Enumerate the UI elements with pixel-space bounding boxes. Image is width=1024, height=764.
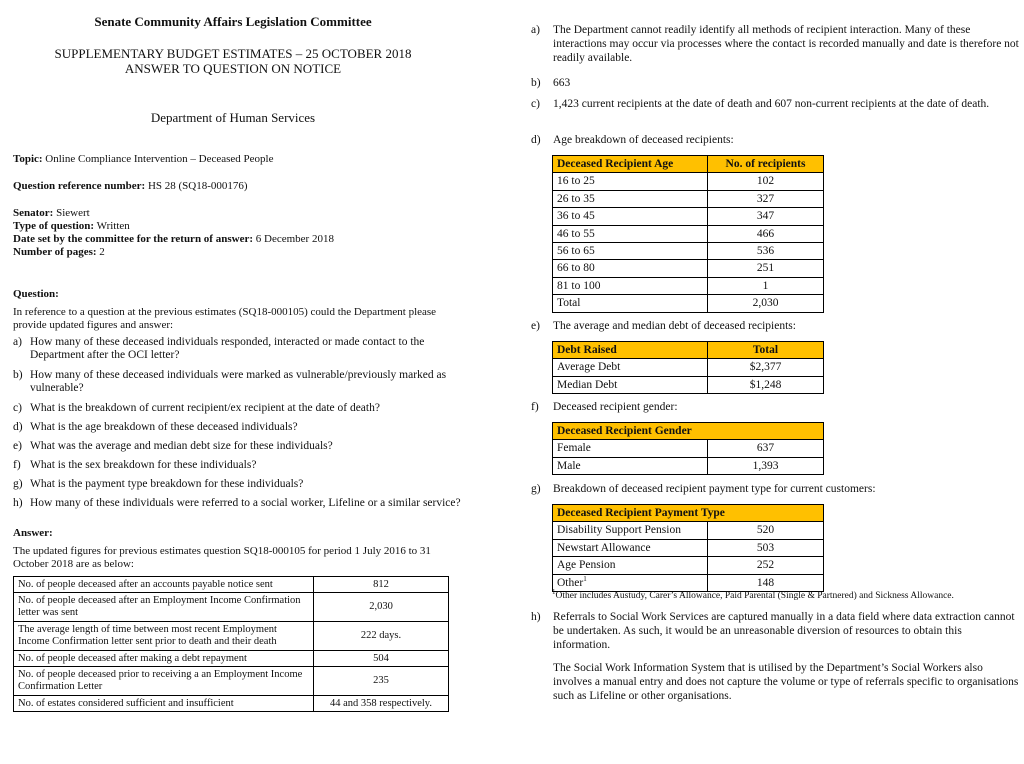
recipient-count: 327 xyxy=(708,190,824,207)
age-range: 56 to 65 xyxy=(553,242,708,259)
figure-value: 222 days. xyxy=(314,622,449,651)
debt-value: $1,248 xyxy=(708,376,824,393)
question-text: What is the sex breakdown for these individuals? xyxy=(30,459,257,471)
gender-label: Female xyxy=(553,440,708,457)
question-text: What is the payment type breakdown for these individuals? xyxy=(30,478,304,490)
table-row xyxy=(553,539,824,556)
answer-text: Age breakdown of deceased recipients: xyxy=(553,134,734,146)
figure-label: No. of people deceased after making a debt repayment xyxy=(14,651,314,667)
figure-label: No. of people deceased after an Employment Income Confirmation letter was sent xyxy=(14,593,314,622)
table-row xyxy=(553,557,824,574)
table-row xyxy=(14,577,449,593)
question-text: What is the breakdown of current recipient/ex recipient at the date of death? xyxy=(30,402,380,414)
gender-label: Male xyxy=(553,457,708,474)
answer-letter: c) xyxy=(531,98,540,110)
senator-line xyxy=(13,207,90,221)
pages-label: Number of pages: xyxy=(13,246,97,258)
table-row xyxy=(553,295,824,312)
figure-value: 504 xyxy=(314,651,449,667)
footnote-mark: 1 xyxy=(552,587,556,596)
table-row xyxy=(553,190,824,207)
table-row xyxy=(14,622,449,651)
question-item xyxy=(13,459,483,472)
answer-item-f xyxy=(531,401,1021,415)
age-range: 36 to 45 xyxy=(553,208,708,225)
table-row xyxy=(553,574,824,591)
payment-label: Disability Support Pension xyxy=(553,522,708,539)
answer-text: Breakdown of deceased recipient payment type for current customers: xyxy=(553,483,876,495)
table-header: Deceased Recipient Gender xyxy=(553,423,824,440)
answer-letter: d) xyxy=(531,134,541,146)
gender-count: 1,393 xyxy=(708,457,824,474)
answer-letter: e) xyxy=(531,320,540,332)
answer-text: The average and median debt of deceased recipients: xyxy=(553,320,796,332)
debt-label: Average Debt xyxy=(553,359,708,376)
question-item xyxy=(13,336,483,362)
answer-letter: f) xyxy=(531,401,539,413)
type-value: Written xyxy=(94,220,130,232)
question-letter: a) xyxy=(13,336,22,348)
pages-value: 2 xyxy=(96,246,105,258)
payment-label: Age Pension xyxy=(553,557,708,574)
table-header: Debt Raised xyxy=(553,342,708,359)
figure-value: 812 xyxy=(314,577,449,593)
age-range: 81 to 100 xyxy=(553,277,708,294)
question-item xyxy=(13,421,483,434)
table-row xyxy=(553,225,824,242)
figure-value: 235 xyxy=(314,667,449,696)
question-letter: e) xyxy=(13,440,22,452)
answer-text: The Social Work Information System that is utilised by the Department’s Social Workers also involves a manual entry and does not capture the volume or type of referrals specific to organisations such as Lifeline or other organisations. xyxy=(553,662,1019,702)
topic-line xyxy=(13,153,273,167)
answer-letter: h) xyxy=(531,611,541,623)
question-text: What was the average and median debt size for these individuals? xyxy=(30,440,333,452)
qref-label: Question reference number: xyxy=(13,180,146,192)
payment-count: 252 xyxy=(708,557,824,574)
table-row xyxy=(553,457,824,474)
table-header-row xyxy=(553,423,824,440)
table-row xyxy=(553,208,824,225)
date-label: Date set by the committee for the return of answer: xyxy=(13,233,253,245)
answer-item-a xyxy=(531,24,1021,65)
table-row xyxy=(553,359,824,376)
age-range: 46 to 55 xyxy=(553,225,708,242)
payment-label-other xyxy=(553,574,708,591)
debt-label: Median Debt xyxy=(553,376,708,393)
table-row xyxy=(553,242,824,259)
answer-letter: b) xyxy=(531,77,541,89)
table-row xyxy=(553,260,824,277)
debt-value: $2,377 xyxy=(708,359,824,376)
payment-count: 148 xyxy=(708,574,824,591)
table-header-row xyxy=(553,342,824,359)
subtitle-line-1: SUPPLEMENTARY BUDGET ESTIMATES – 25 OCTOBER 2018 xyxy=(54,46,412,61)
recipient-count: 466 xyxy=(708,225,824,242)
age-range: 66 to 80 xyxy=(553,260,708,277)
gender-count: 637 xyxy=(708,440,824,457)
question-item xyxy=(13,369,483,395)
table-row xyxy=(553,277,824,294)
question-letter: d) xyxy=(13,421,23,433)
debt-table xyxy=(552,341,824,394)
question-item xyxy=(13,478,483,491)
recipient-count: 536 xyxy=(708,242,824,259)
answer-item-c xyxy=(531,98,1021,112)
figure-value: 2,030 xyxy=(314,593,449,622)
senator-label: Senator: xyxy=(13,207,54,219)
figures-table xyxy=(13,576,449,712)
payment-type-table xyxy=(552,504,824,592)
topic-value: Online Compliance Intervention – Deceased People xyxy=(42,153,274,165)
qref-value: HS 28 (SQ18-000176) xyxy=(145,180,248,192)
answer-item-g xyxy=(531,483,1021,497)
question-letter: b) xyxy=(13,369,23,381)
question-letter: h) xyxy=(13,497,23,509)
question-letter: f) xyxy=(13,459,21,471)
answer-text: 1,423 current recipients at the date of death and 607 non-current recipients at the date of death. xyxy=(553,98,990,110)
table-row xyxy=(553,440,824,457)
figure-label: The average length of time between most recent Employment Income Confirmation letter sent prior to death and their death xyxy=(14,622,314,651)
figure-label: No. of people deceased prior to receiving a an Employment Income Confirmation Letter xyxy=(14,667,314,696)
answer-text: 663 xyxy=(553,77,571,89)
table-header: Deceased Recipient Payment Type xyxy=(553,505,824,522)
answer-letter: g) xyxy=(531,483,541,495)
recipient-count: 347 xyxy=(708,208,824,225)
committee-title: Senate Community Affairs Legislation Committee xyxy=(94,14,372,29)
figure-label: No. of people deceased after an accounts payable notice sent xyxy=(14,577,314,593)
date-value: 6 December 2018 xyxy=(253,233,334,245)
question-type-line xyxy=(13,220,130,234)
answer-item-h xyxy=(531,611,1021,652)
recipient-count: 2,030 xyxy=(708,295,824,312)
question-reference-line xyxy=(13,180,248,194)
footnote-text: Other includes Austudy, Carer’s Allowance, Paid Parental (Single & Partnered) and Sickness Allowance. xyxy=(555,591,954,601)
payment-label: Other xyxy=(557,576,584,589)
age-range: Total xyxy=(553,295,708,312)
type-label: Type of question: xyxy=(13,220,95,232)
table-row xyxy=(553,376,824,393)
senator-value: Siewert xyxy=(53,207,90,219)
answer-text: Deceased recipient gender: xyxy=(553,401,678,413)
table-row xyxy=(553,522,824,539)
table-row xyxy=(14,667,449,696)
subtitle-line-2: ANSWER TO QUESTION ON NOTICE xyxy=(124,60,342,76)
payment-count: 520 xyxy=(708,522,824,539)
table-header-row xyxy=(553,505,824,522)
question-item xyxy=(13,497,483,510)
document-subtitle xyxy=(13,47,453,77)
answer-heading: Answer: xyxy=(13,527,53,539)
question-text: What is the age breakdown of these deceased individuals? xyxy=(30,421,298,433)
answer-letter: a) xyxy=(531,24,540,36)
question-letter: g) xyxy=(13,478,23,490)
payment-label: Newstart Allowance xyxy=(553,539,708,556)
table-header: No. of recipients xyxy=(708,156,824,173)
age-range: 26 to 35 xyxy=(553,190,708,207)
age-breakdown-table xyxy=(552,155,824,313)
topic-label: Topic: xyxy=(13,153,43,165)
recipient-count: 1 xyxy=(708,277,824,294)
question-item xyxy=(13,402,483,415)
answer-text: Referrals to Social Work Services are captured manually in a data field where data extraction cannot be undertaken. As such, it would be an unreasonable diversion of resources to obtain this information. xyxy=(553,611,1015,651)
return-date-line xyxy=(13,233,334,247)
recipient-count: 102 xyxy=(708,173,824,190)
question-text: How many of these deceased individuals responded, interacted or made contact to the Department after the OCI letter? xyxy=(30,336,425,362)
recipient-count: 251 xyxy=(708,260,824,277)
pages-line xyxy=(13,246,105,260)
table-row xyxy=(14,593,449,622)
answer-item-h-continued xyxy=(531,662,1021,703)
payment-count: 503 xyxy=(708,539,824,556)
age-range: 16 to 25 xyxy=(553,173,708,190)
answer-item-b xyxy=(531,77,1021,91)
question-text: How many of these individuals were referred to a social worker, Lifeline or a similar service? xyxy=(30,497,461,509)
question-intro: In reference to a question at the previous estimates (SQ18-000105) could the Department please provide updated figures and answer: xyxy=(13,306,437,332)
figure-label: No. of estates considered sufficient and insufficient xyxy=(14,696,314,712)
question-item xyxy=(13,440,483,453)
table-header: Deceased Recipient Age xyxy=(553,156,708,173)
table-row xyxy=(553,173,824,190)
question-text: How many of these deceased individuals were marked as vulnerable/previously marked as vulnerable? xyxy=(30,369,447,395)
answer-intro: The updated figures for previous estimates question SQ18-000105 for period 1 July 2016 to 31 October 2018 are as below: xyxy=(13,545,431,571)
answer-item-d xyxy=(531,134,1021,148)
question-heading: Question: xyxy=(13,288,59,300)
gender-table xyxy=(552,422,824,475)
footnote-mark: 1 xyxy=(583,574,587,583)
footnote xyxy=(552,587,954,603)
table-row xyxy=(14,696,449,712)
table-row xyxy=(14,651,449,667)
answer-item-e xyxy=(531,320,1021,334)
answer-text: The Department cannot readily identify all methods of recipient interaction. Many of these interactions may occur via processes where the contact is recorded manually and date is therefore not readily available. xyxy=(553,24,1019,64)
department-name: Department of Human Services xyxy=(150,110,316,125)
table-header: Total xyxy=(708,342,824,359)
table-header-row xyxy=(553,156,824,173)
question-letter: c) xyxy=(13,402,22,414)
figure-value: 44 and 358 respectively. xyxy=(314,696,449,712)
